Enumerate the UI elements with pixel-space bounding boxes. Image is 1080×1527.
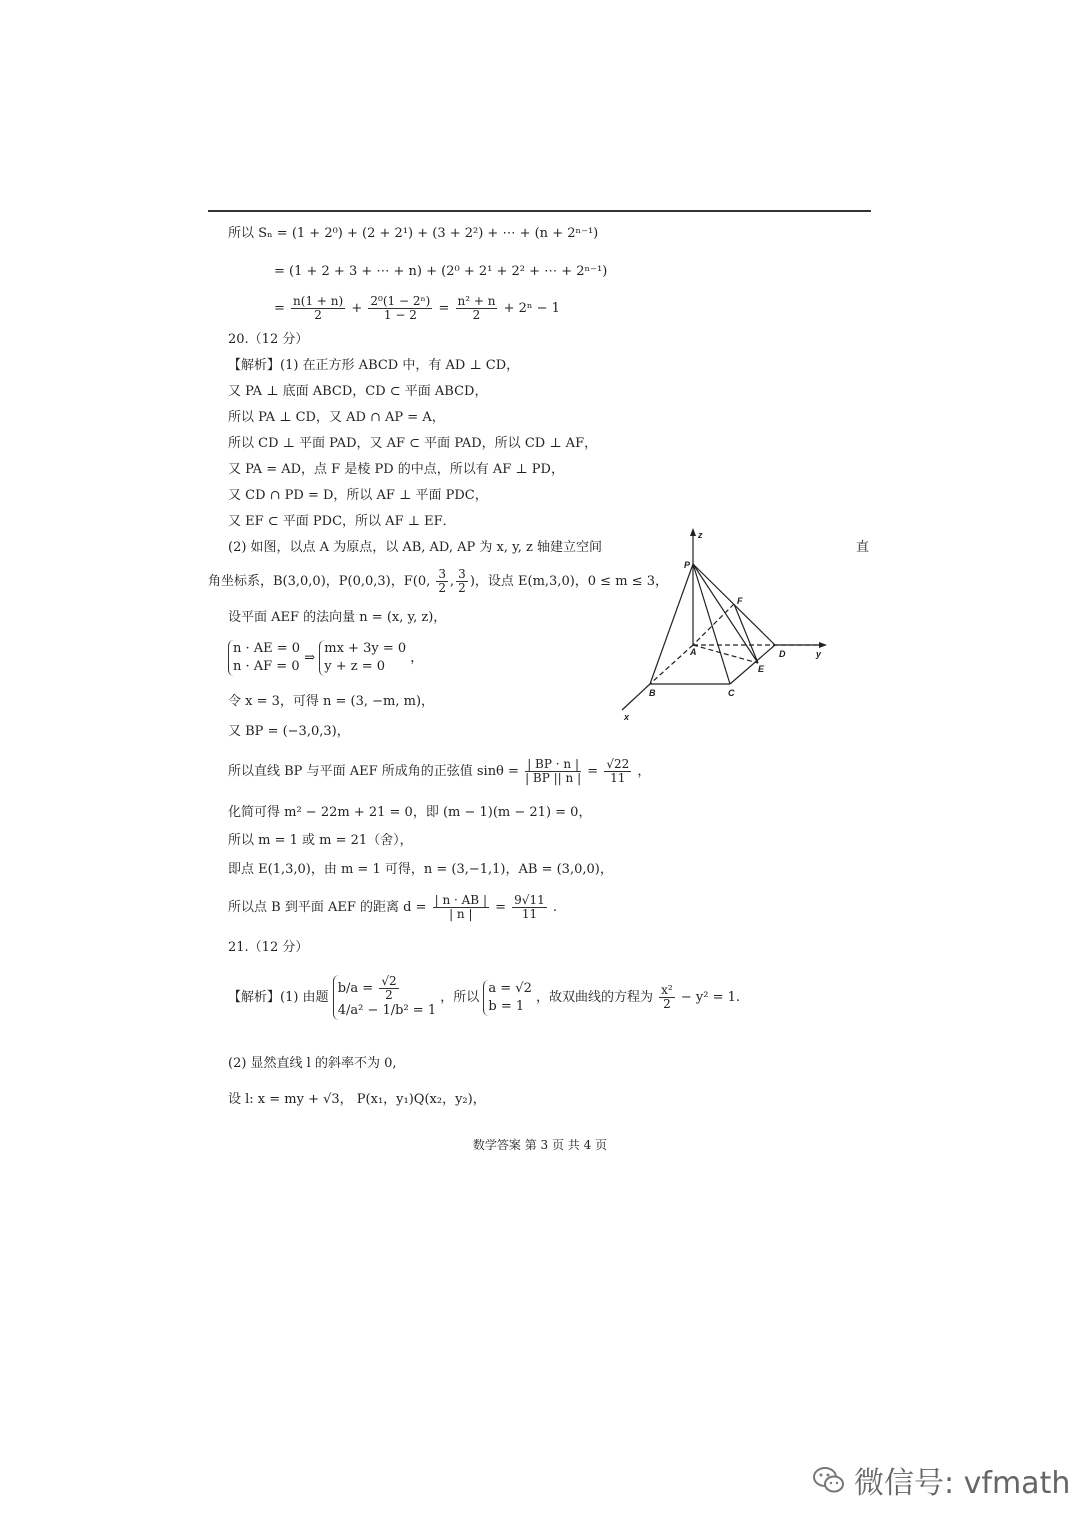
z-arrow [690, 528, 696, 536]
pyramid-figure [610, 522, 830, 722]
edge-FE [734, 604, 758, 663]
fraction: $\frac{\text{n² + n}}{2}$ [457, 294, 496, 322]
label-E: E [758, 664, 765, 674]
sum-line-1: 所以 Sₙ = (1 + 2⁰) + (2 + 2¹) + (3 + 2²) + ⋯ + (n + 2ⁿ⁻¹) [228, 226, 599, 241]
solution-line: 又 PA = AD，点 F 是棱 PD 的中点，所以有 AF ⊥ PD， [228, 462, 564, 477]
sum-line-3: = $\frac{n(1 + n)}{2}$ + $\frac{\text{2⁰(1 − 2ⁿ)}}{1 - 2}$ = $\frac{\text{n² + n}}{2}$ + 2ⁿ − 1 [274, 294, 560, 322]
sum-line-2: = (1 + 2 + 3 + ⋯ + n) + (2⁰ + 2¹ + 2² + ⋯ + 2ⁿ⁻¹) [274, 264, 608, 279]
watermark-text: 微信号: vfmath [854, 1466, 1071, 1501]
fraction: $\frac{9√11}{11}$ [514, 893, 545, 921]
label-F: F [737, 596, 743, 606]
fraction: $\frac{\text{x²}}{2}$ [661, 983, 673, 1011]
solution-line: 又 PA ⊥ 底面 ABCD，CD ⊂ 平面 ABCD， [228, 384, 488, 399]
solution-line: 所以 PA ⊥ CD，又 AD ∩ AP = A， [228, 410, 445, 425]
fraction: $\frac{√22}{11}$ [606, 757, 630, 785]
solution-line-tail: 直 [856, 540, 870, 555]
distance-line: 所以点 B 到平面 AEF 的距离 d = $\frac{| n \cdot AB |}{| n |}$ = $\frac{9√11}{11}$ . [228, 893, 558, 921]
question-20-heading: 20.（12 分） [228, 332, 309, 347]
brace-system: a = √2 b = 1 [483, 980, 531, 1016]
fraction: $\frac{| BP \cdot n |}{| BP || n |}$ [525, 757, 582, 785]
label-z: z [698, 530, 703, 540]
page-footer: 数学答案 第 3 页 共 4 页 [472, 1138, 608, 1152]
x-axis [622, 684, 650, 710]
solution-line: 又 CD ∩ PD = D，所以 AF ⊥ 平面 PDC， [228, 488, 488, 503]
coordinates-line: 角坐标系，B(3,0,0)，P(0,0,3)，F(0, $\frac{3}{2}$ , $\frac{3}{2}$ )，设点 E(m,3,0)，0 ≤ m ≤ 3， [208, 567, 668, 595]
fraction: $\frac{\text{2⁰(1 − 2ⁿ)}}{1 - 2}$ [370, 294, 431, 322]
solution-line: 【解析】(1) 在正方形 ABCD 中，有 AD ⊥ CD， [228, 358, 520, 373]
solution-line: 又 EF ⊂ 平面 PDC，所以 AF ⊥ EF． [228, 514, 456, 529]
brace-system: mx + 3y = 0 y + z = 0 [319, 640, 406, 676]
label-A: A [690, 647, 697, 657]
label-P: P [684, 560, 691, 570]
solution-line: 又 BP = (−3,0,3)， [228, 724, 350, 739]
solution-line: 令 x = 3，可得 n = (3, −m, m)， [228, 694, 435, 709]
sine-line: 所以直线 BP 与平面 AEF 所成角的正弦值 sinθ = $\frac{| BP \cdot n |}{| BP || n |}$ = $\frac{√22}{11}$ ， [228, 757, 651, 785]
solution-line: 设 l: x = my + √3， P(x₁，y₁)Q(x₂，y₂)， [228, 1092, 486, 1107]
y-arrow [819, 642, 827, 648]
solution-line: (2) 显然直线 l 的斜率不为 0, [228, 1056, 397, 1071]
equation-system: n · AE = 0 n · AF = 0 ⇒ mx + 3y = 0 y + z = 0 ， [228, 640, 423, 676]
edge-PB [650, 564, 693, 684]
brace-system: b/a = $\frac{√2}{2}$ 4/a² − 1/b² = 1 [333, 975, 436, 1020]
solution-line: 即点 E(1,3,0)，由 m = 1 可得，n = (3,−1,1)，AB = (3,0,0)， [228, 862, 613, 877]
header-rule [208, 210, 871, 212]
label-D: D [779, 649, 786, 659]
question-21-heading: 21.（12 分） [228, 940, 309, 955]
solution-line: 化简可得 m² − 22m + 21 = 0，即 (m − 1)(m − 21) = 0， [228, 805, 592, 820]
label-y: y [816, 649, 822, 659]
fraction: $\frac{3}{2}$ [438, 567, 447, 595]
brace-system: n · AE = 0 n · AF = 0 [228, 640, 300, 676]
label-B: B [649, 688, 656, 698]
solution-line: 所以 m = 1 或 m = 21（舍）， [228, 833, 413, 848]
hyperbola-line: 【解析】(1) 由题 b/a = $\frac{√2}{2}$ 4/a² − 1/b² = 1 ，所以 a = √2 b = 1 ，故双曲线的方程为 $\frac{\text{x²}}{2}$ − y² = 1. [228, 974, 741, 1018]
label-C: C [728, 688, 735, 698]
fraction: $\frac{| n \cdot AB |}{| n |}$ [434, 893, 487, 921]
fraction: $\frac{3}{2}$ [458, 567, 466, 595]
solution-line: 所以 CD ⊥ 平面 PAD，又 AF ⊂ 平面 PAD，所以 CD ⊥ AF， [228, 436, 598, 451]
fraction: $\frac{√2}{2}$ [381, 974, 397, 1002]
label-x: x [624, 712, 630, 722]
wechat-icon [812, 1465, 846, 1495]
watermark [812, 1458, 1070, 1502]
solution-line: 设平面 AEF 的法向量 n = (x, y, z)， [228, 610, 447, 625]
edge-AF [693, 604, 734, 645]
solution-line: (2) 如图，以点 A 为原点，以 AB, AD, AP 为 x, y, z 轴建立空间 [228, 540, 603, 555]
fraction: $\frac{n(1 + n)}{2}$ [293, 294, 344, 322]
